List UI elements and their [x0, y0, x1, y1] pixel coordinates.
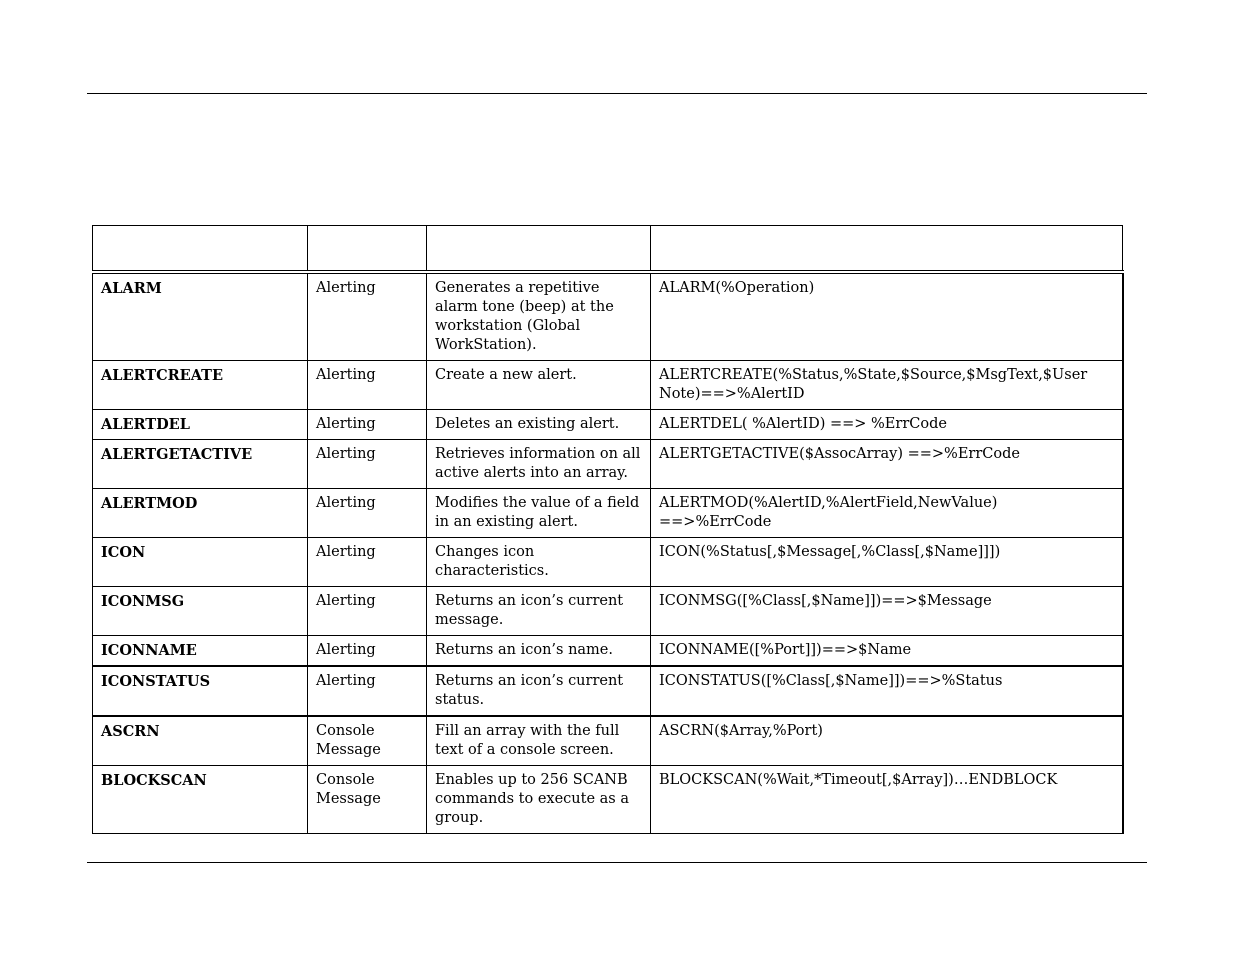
command-syntax: ALERTCREATE(%Status,%State,$Source,$MsgText,$User Note)==>%AlertID: [651, 361, 1123, 410]
column-header-description: [427, 226, 651, 273]
command-syntax: ALERTDEL( %AlertID) ==> %ErrCode: [651, 410, 1123, 440]
command-description: Enables up to 256 SCANB commands to execute as a group.: [427, 766, 651, 834]
command-name: ALERTDEL: [93, 410, 308, 440]
command-description: Returns an icon’s current message.: [427, 587, 651, 636]
command-description: Returns an icon’s current status.: [427, 666, 651, 716]
column-header-category: [308, 226, 427, 273]
footer-rule: [87, 862, 1147, 863]
command-category: Alerting: [308, 587, 427, 636]
command-syntax: ICONMSG([%Class[,$Name]])==>$Message: [651, 587, 1123, 636]
command-name: ALERTGETACTIVE: [93, 440, 308, 489]
table-row: [93, 489, 1123, 538]
table-row: [93, 272, 1123, 361]
command-category: Alerting: [308, 489, 427, 538]
table-row: [93, 716, 1123, 766]
column-header-syntax: [651, 226, 1123, 273]
command-description: Create a new alert.: [427, 361, 651, 410]
command-category: Console Message: [308, 716, 427, 766]
command-syntax: ALERTMOD(%AlertID,%AlertField,NewValue) ==>%ErrCode: [651, 489, 1123, 538]
command-name: ICONSTATUS: [93, 666, 308, 716]
command-category: Alerting: [308, 538, 427, 587]
command-name: ICONNAME: [93, 636, 308, 667]
command-category: Alerting: [308, 410, 427, 440]
table-row: [93, 410, 1123, 440]
command-description: Changes icon characteristics.: [427, 538, 651, 587]
command-description: Deletes an existing alert.: [427, 410, 651, 440]
command-name: ICONMSG: [93, 587, 308, 636]
command-name: ICON: [93, 538, 308, 587]
command-description: Returns an icon’s name.: [427, 636, 651, 667]
command-category: Console Message: [308, 766, 427, 834]
table-row: [93, 766, 1123, 834]
table-row: [93, 538, 1123, 587]
command-category: Alerting: [308, 636, 427, 667]
command-description: Modifies the value of a field in an existing alert.: [427, 489, 651, 538]
command-name: ALERTMOD: [93, 489, 308, 538]
column-header-command: [93, 226, 308, 273]
command-syntax: ALARM(%Operation): [651, 272, 1123, 361]
table-row: [93, 636, 1123, 667]
command-syntax: ICONSTATUS([%Class[,$Name]])==>%Status: [651, 666, 1123, 716]
command-description: Retrieves information on all active alerts into an array.: [427, 440, 651, 489]
command-syntax: ICON(%Status[,$Message[,%Class[,$Name]]]): [651, 538, 1123, 587]
command-name: BLOCKSCAN: [93, 766, 308, 834]
command-syntax: ALERTGETACTIVE($AssocArray) ==>%ErrCode: [651, 440, 1123, 489]
command-category: Alerting: [308, 440, 427, 489]
table-row: [93, 666, 1123, 716]
command-syntax: BLOCKSCAN(%Wait,*Timeout[,$Array])…ENDBLOCK: [651, 766, 1123, 834]
command-description: Fill an array with the full text of a console screen.: [427, 716, 651, 766]
command-name: ALERTCREATE: [93, 361, 308, 410]
command-description: Generates a repetitive alarm tone (beep) at the workstation (Global WorkStation).: [427, 272, 651, 361]
table-row: [93, 587, 1123, 636]
command-category: Alerting: [308, 361, 427, 410]
command-syntax: ASCRN($Array,%Port): [651, 716, 1123, 766]
command-category: Alerting: [308, 666, 427, 716]
table-header-row: [93, 226, 1123, 273]
table-row: [93, 361, 1123, 410]
command-name: ALARM: [93, 272, 308, 361]
table-row: [93, 440, 1123, 489]
command-syntax: ICONNAME([%Port]])==>$Name: [651, 636, 1123, 667]
header-rule: [87, 93, 1147, 94]
command-table: [92, 225, 1124, 834]
command-name: ASCRN: [93, 716, 308, 766]
command-category: Alerting: [308, 272, 427, 361]
